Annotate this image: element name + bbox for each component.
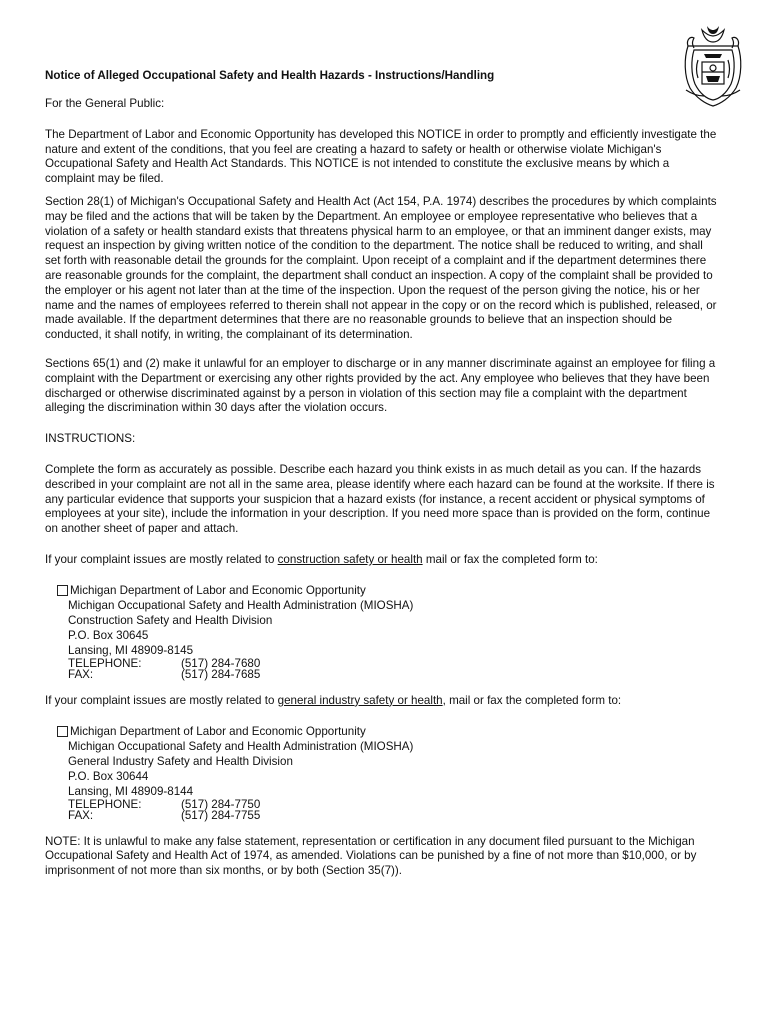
- general-telephone-row: TELEPHONE: (517) 284-7750: [68, 797, 261, 811]
- document-title: Notice of Alleged Occupational Safety and Health Hazards - Instructions/Handling: [45, 69, 495, 82]
- document-body: [45, 97, 721, 887]
- construction-fax: (517) 284-7685: [181, 667, 261, 681]
- construction-fax-row: FAX: (517) 284-7685: [68, 667, 261, 681]
- general-lead: If your complaint issues are mostly related to general industry safety or health, mail or fax the completed form to:: [45, 693, 622, 707]
- construction-po-box: P.O. Box 30645: [68, 628, 149, 642]
- paragraph-section-28: Section 28(1) of Michigan's Occupational Safety and Health Act (Act 154, P.A. 1974) describes the procedures by which complaints may be filed and the actions that will be taken by the Department. An employee or employee representative who believes that a violation of a safety or health standard exists that threatens physical harm to an employee, or that an imminent danger exists, may request an inspection by giving written notice of the condition to the department. The notice shall be reduced to writing, and shall set forth with reasonable detail the grounds for the complaint. Upon receipt of a complaint and if the department determines there are reasonable grounds for the complaint, the department shall conduct an inspection. A copy of the complaint shall be provided to the employer or his agent not later than at the time of the inspection. Upon the request of the person giving the notice, his or her name and the names of employees referred to therein shall not appear in the copy or on the record which is published, released, or made available. If the department determines that there are no reasonable grounds to believe that an inspection should be conducted, it shall notify, in writing, the complainant of its determination.: [45, 194, 717, 342]
- general-telephone: (517) 284-7750: [181, 797, 261, 811]
- construction-division: Construction Safety and Health Division: [68, 613, 273, 627]
- construction-address-block: [57, 583, 721, 680]
- general-division: General Industry Safety and Health Division: [68, 754, 293, 768]
- paragraph-section-65: Sections 65(1) and (2) make it unlawful for an employer to discharge or in any manner discriminate against an employee for filing a complaint with the Department or exercising any other rights provided by the act. Any employee who believes that they have been discharged or otherwise discriminated against by a person in violation of this section may file a complaint with the department alleging the discrimination within 30 days after the violation occurs.: [45, 356, 716, 415]
- intro-line: For the General Public:: [45, 97, 165, 110]
- general-city: Lansing, MI 48909-8144: [68, 784, 194, 798]
- general-org: Michigan Department of Labor and Economic Opportunity: [70, 724, 366, 738]
- general-po-box: P.O. Box 30644: [68, 769, 149, 783]
- construction-org: Michigan Department of Labor and Economic Opportunity: [70, 583, 366, 597]
- construction-telephone: (517) 284-7680: [181, 656, 261, 670]
- general-address-block: [57, 724, 721, 821]
- instructions-text: Complete the form as accurately as possible. Describe each hazard you think exists in as much detail as you can. If the hazards described in your complaint are not all in the same area, please identify where each hazard can be found at the worksite. If there is any particular evidence that supports your suspicion that a hazard exists (for instance, a recent accident or physical symptoms of employees at your site), include the information in your description. If you need more space than is provided on the form, continue on another sheet of paper and attach.: [45, 462, 715, 536]
- general-fax: (517) 284-7755: [181, 808, 261, 822]
- construction-telephone-row: TELEPHONE: (517) 284-7680: [68, 656, 261, 670]
- construction-checkbox[interactable]: [57, 585, 68, 596]
- legal-note: NOTE: It is unlawful to make any false statement, representation or certification in any document filed pursuant to the Michigan Occupational Safety and Health Act of 1974, as amended. Violations can be punished by a fine of not more than $10,000, or by imprisonment of not more than six months, or by both (Section 35(7)).: [45, 834, 697, 878]
- general-fax-row: FAX: (517) 284-7755: [68, 808, 261, 822]
- general-topic: general industry safety or health: [277, 693, 443, 707]
- instructions-heading: INSTRUCTIONS:: [45, 432, 136, 446]
- general-admin: Michigan Occupational Safety and Health Administration (MIOSHA): [68, 739, 414, 753]
- paragraph-purpose: The Department of Labor and Economic Opportunity has developed this NOTICE in order to promptly and efficiently investigate the nature and extent of the conditions, that you feel are creating a hazard to safety or health or otherwise violate Michigan's Occupational Safety and Health Act Standards. This NOTICE is not intended to constitute the exclusive means by which a complaint may be filed.: [45, 127, 717, 186]
- michigan-state-seal: [680, 24, 746, 108]
- construction-city: Lansing, MI 48909-8145: [68, 643, 194, 657]
- construction-topic: construction safety or health: [277, 552, 423, 566]
- construction-lead: If your complaint issues are mostly related to construction safety or health mail or fax the completed form to:: [45, 552, 598, 566]
- general-checkbox[interactable]: [57, 726, 68, 737]
- construction-admin: Michigan Occupational Safety and Health Administration (MIOSHA): [68, 598, 414, 612]
